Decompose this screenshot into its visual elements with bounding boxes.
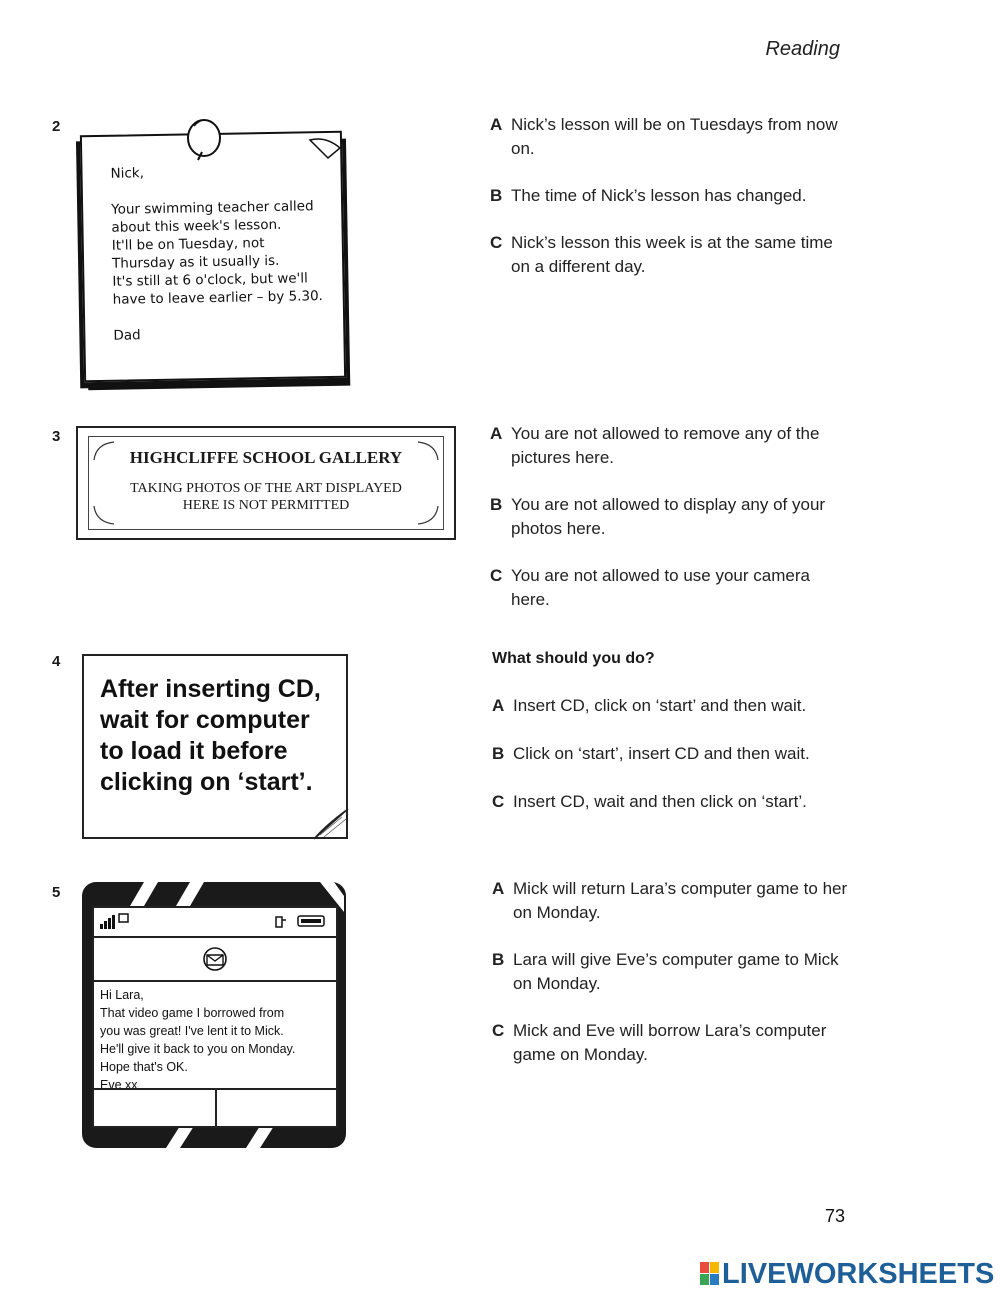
note-line: Thursday as it usually is. [111,252,280,272]
note-line: Your swimming teacher called [111,198,314,218]
notice-text [100,674,340,798]
signal-icon [100,912,130,930]
option-letter: B [492,744,505,763]
option-text: Nick’s lesson this week is at the same time on a different day. [511,233,833,276]
phone-frame [82,882,346,1148]
left-softkey[interactable] [94,1090,217,1126]
option-text: You are not allowed to display any of your photos here. [511,495,826,538]
sign-body [98,480,434,514]
note-line: have to leave earlier – by 5.30. [112,288,324,308]
option-q5-a[interactable] [492,877,853,925]
option-q2-a[interactable] [490,113,851,161]
option-q2-b[interactable] [490,184,851,208]
message-line: That video game I borrowed from [100,1006,285,1020]
phone-screen [92,906,338,1128]
option-letter: C [492,1021,505,1040]
sign-line: TAKING PHOTOS OF THE ART DISPLAYED [130,481,402,496]
notice-line: wait for computer [100,706,310,734]
curled-corner-icon [308,136,344,166]
option-text: Click on ‘start’, insert CD and then wait. [513,744,810,763]
question-number: 4 [52,653,61,670]
option-text: You are not allowed to use your camera here. [511,566,810,609]
note-text [110,161,341,345]
option-q3-c[interactable] [490,564,851,612]
option-text: The time of Nick’s lesson has changed. [511,186,807,205]
option-letter: C [490,233,503,252]
option-letter: A [492,879,505,898]
option-q4-c[interactable] [492,790,853,814]
notice-line: After inserting CD, [100,675,321,703]
battery-icon [274,913,328,929]
message-line: Hope that's OK. [100,1060,188,1074]
option-letter: B [490,186,503,205]
option-text: Insert CD, click on ‘start’ and then wait. [513,696,807,715]
logo-square [700,1274,709,1285]
note-line: It's still at 6 o'clock, but we'll [112,270,308,290]
option-q2-c[interactable] [490,231,851,279]
note-line: It'll be on Tuesday, not [111,235,265,254]
option-q4-b[interactable] [492,742,853,766]
option-text: Nick’s lesson will be on Tuesdays from now on. [511,115,838,158]
question-number: 5 [52,884,61,901]
option-letter: A [490,424,503,443]
note-line: about this week's lesson. [111,216,282,236]
question-number: 3 [52,428,61,445]
option-letter: C [492,792,505,811]
option-text: You are not allowed to remove any of the pictures here. [511,424,820,467]
option-text: Insert CD, wait and then click on ‘start’. [513,792,807,811]
note-line: Nick, [110,165,145,182]
question-prompt: What should you do? [492,650,655,667]
note-line: Dad [113,327,141,344]
message-line: Hi Lara, [100,988,144,1002]
sign-title: HIGHCLIFFE SCHOOL GALLERY [129,448,403,467]
option-q4-a[interactable] [492,694,853,718]
notice-line: clicking on ‘start’. [100,768,313,796]
sign-line: HERE IS NOT PERMITTED [182,498,350,513]
section-header: Reading [765,38,840,60]
option-q3-b[interactable] [490,493,851,541]
logo-square [700,1262,709,1273]
message-text [100,986,336,1094]
message-line: He'll give it back to you on Monday. [100,1042,296,1056]
message-line: you was great! I've lent it to Mick. [100,1024,284,1038]
softkey-bar [94,1088,336,1126]
question-number: 2 [52,118,61,135]
option-letter: A [490,115,503,134]
option-letter: B [492,950,505,969]
option-text: Mick and Eve will borrow Lara’s computer game on Monday. [513,1021,827,1064]
cd-notice [82,654,348,839]
gallery-sign [76,426,456,540]
envelope-row [94,938,336,982]
page-number: 73 [824,1206,845,1226]
option-q5-b[interactable] [492,948,853,996]
right-softkey[interactable] [215,1090,336,1126]
message-line: Eve xx [100,1078,138,1092]
envelope-icon [202,946,228,972]
note-card [80,131,346,383]
option-q3-a[interactable] [490,422,851,470]
option-letter: B [490,495,503,514]
option-text: Lara will give Eve’s computer game to Mick on Monday. [513,950,839,993]
option-letter: A [492,696,505,715]
pin-icon [182,112,232,162]
notice-line: to load it before [100,737,288,765]
folded-corner-icon [310,807,350,841]
logo-square [710,1262,719,1273]
liveworksheets-logo-icon [700,1262,720,1286]
brand-name: LIVEWORKSHEETS [722,1258,995,1290]
option-q5-c[interactable] [492,1019,853,1067]
option-text: Mick will return Lara’s computer game to her on Monday. [513,879,848,922]
brand-logo[interactable] [700,1258,994,1291]
status-bar [94,908,336,938]
logo-square [710,1274,719,1285]
option-letter: C [490,566,503,585]
